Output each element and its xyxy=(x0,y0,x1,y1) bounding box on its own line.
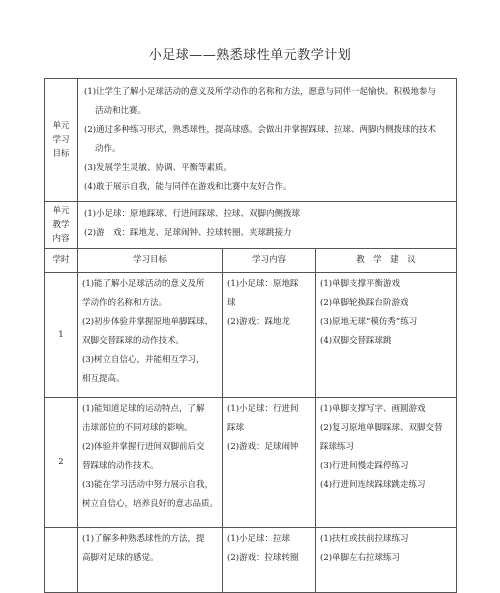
table-row xyxy=(45,398,457,528)
plan-table xyxy=(44,78,457,593)
content-cell: (1)小足球：行进间 踩球 (2)游戏：足球闹钟 xyxy=(223,398,316,528)
advice-cell: (1)单脚支撑写字、画圆游戏 (2)复习原地单脚踩球、双脚交替 踩球练习 (3)行进间慢走踩停练习 (4)行进间连续踩球跳走练习 xyxy=(316,398,457,528)
advice-cell: (1)扶杠或扶前拉球练习 (2)单脚左右拉球练习 xyxy=(316,528,457,593)
period-cell xyxy=(45,528,78,593)
page-title: 小足球——熟悉球性单元教学计划 xyxy=(148,48,352,63)
col-header-period: 学时 xyxy=(45,249,78,273)
table-row xyxy=(45,528,457,593)
goals-cell: (1)能知道足球的运动特点，了解 击球部位的不同对球的影响。 (2)体验并掌握行进间双脚前后交 替踩球的动作技术。 (3)能在学习活动中努力展示自我， 树立自信心，培养良好的意志品质。 xyxy=(78,398,223,528)
unit-content-row xyxy=(45,202,457,249)
unit-content-text: (1)小足球：原地踩球、行进间踩球、拉球、双脚内侧拨球 (2)游 戏：踩地龙、足球闹钟、拉球转圈、夹球跳接力 xyxy=(78,202,457,249)
column-header-row xyxy=(45,249,457,273)
period-cell: 1 xyxy=(45,273,78,398)
unit-goals-text: (1)让学生了解小足球活动的意义及所学动作的名称和方法，愿意与同伴一起愉快、积极地参与 活动和比赛。 (2)通过多种练习形式，熟悉球性，提高球感。会做出并掌握踩球、拉球、两脚内侧拨球的技术 动作。 (3)发展学生灵敏、协调、平衡等素质。 (4)敢于展示自我，能与同伴在游戏和比赛中友好合作。 xyxy=(78,79,457,202)
content-cell: (1)小足球：原地踩 球 (2)游戏：踩地龙 xyxy=(223,273,316,398)
col-header-content: 学习内容 xyxy=(223,249,316,273)
goals-cell: (1)能了解小足球活动的意义及所 学动作的名称和方法。 (2)初步体验并掌握原地单脚踩球、 双脚交替踩球的动作技术。 (3)树立自信心，并能相互学习， 相互提高。 xyxy=(78,273,223,398)
unit-goals-row xyxy=(45,79,457,202)
col-header-advice: 教 学 建 议 xyxy=(316,249,457,273)
content-cell: (1)小足球：拉球 (2)游戏：拉球转圈 xyxy=(223,528,316,593)
unit-goals-label: 单元 学习 目标 xyxy=(45,79,78,202)
unit-content-label: 单元 教学 内容 xyxy=(45,202,78,249)
advice-cell: (1)单脚支撑平衡游戏 (2)单脚轮换踩台阶游戏 (3)原地无球“模仿秀”练习 (4)双脚交替踩球跳 xyxy=(316,273,457,398)
col-header-goals: 学习目标 xyxy=(78,249,223,273)
period-cell: 2 xyxy=(45,398,78,528)
goals-cell: (1)了解多种熟悉球性的方法，提 高脚对足球的感觉。 xyxy=(78,528,223,593)
table-row xyxy=(45,273,457,398)
